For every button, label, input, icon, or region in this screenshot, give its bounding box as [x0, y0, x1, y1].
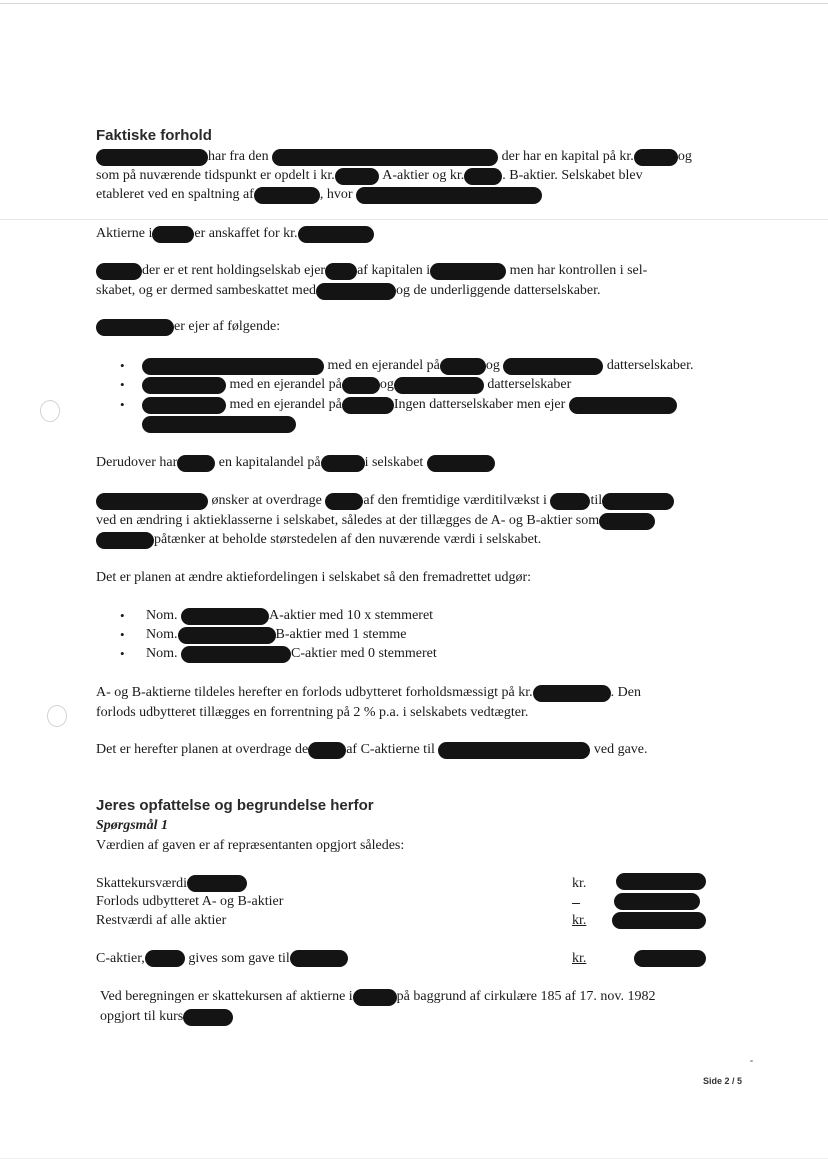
bullet-marker: • [120, 358, 125, 373]
valuation-row-residual: Restværdi af alle aktier [96, 913, 227, 928]
text: Derudover har [96, 455, 178, 470]
text: etableret ved en spaltning af [96, 187, 254, 202]
redaction [503, 358, 603, 375]
redaction [438, 742, 590, 759]
redaction [427, 455, 495, 472]
text: en kapitalandel på [218, 455, 321, 470]
facts-paragraph-8-line-1 [96, 684, 641, 702]
text: der har en kapital på kr. [501, 149, 634, 164]
text: og [677, 149, 692, 164]
redaction [145, 950, 185, 967]
text: Ved beregningen er skattekursen af aktierne i [100, 989, 353, 1004]
scan-speck [750, 1060, 753, 1062]
text: datterselskaber. [606, 358, 694, 373]
scan-edge-bottom [0, 1158, 828, 1159]
facts-paragraph-3-line-2 [96, 282, 601, 300]
redaction [96, 493, 208, 510]
text: opgjort til kurs [100, 1009, 184, 1024]
text: påtænker at beholde størstedelen af den nuværende værdi i selskabet. [154, 532, 542, 547]
facts-paragraph-6-line-3 [96, 531, 541, 549]
redaction [96, 319, 174, 336]
facts-paragraph-7: Det er planen at ændre aktiefordelingen i selskabet så den fremadrettet udgør: [96, 570, 531, 585]
text: af C-aktierne til [346, 742, 435, 757]
facts-paragraph-6-line-1 [96, 492, 674, 510]
redaction [614, 893, 700, 910]
share-class-b [146, 626, 407, 644]
redaction [616, 873, 706, 890]
text: og [485, 358, 500, 373]
redaction [96, 532, 154, 549]
text: af den fremtidige værditilvækst i [363, 493, 547, 508]
bullet-marker: • [120, 646, 125, 661]
redaction [290, 950, 348, 967]
redaction [440, 358, 486, 375]
text: Nom. [146, 608, 178, 623]
redaction [181, 646, 291, 663]
ownership-item-3-continued [142, 416, 296, 434]
redaction [178, 627, 276, 644]
punch-hole-lower [47, 705, 67, 727]
text: med en ejerandel på [327, 358, 440, 373]
redaction [142, 416, 296, 433]
text: er anskaffet for kr. [194, 226, 298, 241]
valuation-intro: Værdien af gaven er af repræsentanten opgjort således: [96, 838, 405, 853]
share-class-c [146, 645, 437, 663]
text: Skattekursværdi [96, 876, 187, 891]
text: er ejer af følgende: [174, 319, 281, 334]
text: ønsker at overdrage [211, 493, 322, 508]
facts-paragraph-2 [96, 225, 374, 243]
text: C-aktier med 0 stemmeret [291, 646, 437, 661]
bullet-marker: • [120, 397, 125, 412]
text: i selskabet [364, 455, 424, 470]
ownership-item-2 [142, 376, 571, 394]
text: har fra den [208, 149, 269, 164]
text: med en ejerandel på [229, 397, 342, 412]
redaction [152, 226, 194, 243]
redaction [183, 1009, 233, 1026]
text: . B-aktier. Selskabet blev [502, 168, 643, 183]
minus-sign [572, 903, 580, 904]
redaction [254, 187, 320, 204]
text: Aktierne i [96, 226, 153, 241]
final-paragraph-line-2 [100, 1008, 233, 1026]
redaction [356, 187, 542, 204]
facts-line-3 [96, 186, 542, 204]
redaction [325, 493, 363, 510]
redaction [321, 455, 365, 472]
redaction [612, 912, 706, 929]
facts-paragraph-5 [96, 454, 495, 472]
question-label: Spørgsmål 1 [96, 818, 168, 833]
redaction [342, 377, 380, 394]
redaction [272, 149, 498, 166]
redaction [298, 226, 374, 243]
redaction [599, 513, 655, 530]
facts-line-1 [96, 148, 692, 166]
text: A-aktier og kr. [382, 168, 465, 183]
redaction [464, 168, 502, 185]
text: som på nuværende tidspunkt er opdelt i kr. [96, 168, 335, 183]
redaction [430, 263, 506, 280]
text: men har kontrollen i sel- [509, 263, 648, 278]
text: af kapitalen i [357, 263, 431, 278]
scan-edge-top [0, 3, 828, 4]
redaction [96, 263, 142, 280]
section-heading-facts: Faktiske forhold [96, 127, 212, 144]
share-class-a [146, 607, 433, 625]
text: med en ejerandel på [229, 377, 342, 392]
redaction [316, 283, 396, 300]
redaction [181, 608, 269, 625]
redaction [142, 397, 226, 414]
text: Det er herefter planen at overdrage de [96, 742, 309, 757]
text: ved en ændring i aktieklasserne i selskabet, således at der tillægges de A- og B-aktier som [96, 513, 600, 528]
text: og [379, 377, 394, 392]
currency-label: kr. [572, 876, 587, 891]
redaction [353, 989, 397, 1006]
facts-paragraph-4 [96, 318, 280, 336]
text: , hvor [319, 187, 353, 202]
redaction [142, 377, 226, 394]
redaction [550, 493, 590, 510]
redaction [569, 397, 677, 414]
page-number: Side 2 / 5 [703, 1076, 743, 1086]
valuation-row-tax-value [96, 875, 247, 893]
text: A- og B-aktierne tildeles herefter en forlods udbytteret forholdsmæssigt på kr. [96, 685, 533, 700]
facts-paragraph-8-line-2: forlods udbytteret tillægges en forrentning på 2 % p.a. i selskabets vedtægter. [96, 705, 529, 720]
redaction [308, 742, 346, 759]
facts-line-2 [96, 167, 643, 185]
text: datterselskaber [487, 377, 572, 392]
punch-hole-upper [40, 400, 60, 422]
redaction [142, 358, 324, 375]
facts-paragraph-6-line-2 [96, 512, 655, 530]
text: gives som gave til [188, 951, 290, 966]
facts-paragraph-9 [96, 741, 648, 759]
redaction [602, 493, 674, 510]
text: A-aktier med 10 x stemmeret [269, 608, 434, 623]
bullet-marker: • [120, 377, 125, 392]
final-paragraph-line-1 [100, 988, 655, 1006]
ownership-item-3 [142, 396, 677, 414]
text: C-aktier, [96, 951, 145, 966]
valuation-row-gift [96, 950, 348, 968]
redaction [335, 168, 379, 185]
text: Nom. [146, 627, 178, 642]
section-heading-opinion: Jeres opfattelse og begrundelse herfor [96, 797, 374, 814]
redaction [177, 455, 215, 472]
redaction [533, 685, 611, 702]
text: på baggrund af cirkulære 185 af 17. nov. 1982 [396, 989, 656, 1004]
text: Nom. [146, 646, 178, 661]
redaction [325, 263, 357, 280]
text: til [590, 493, 603, 508]
text: skabet, og er dermed sambeskattet med [96, 283, 317, 298]
valuation-row-preferred-dividend: Forlods udbytteret A- og B-aktier [96, 894, 284, 909]
bullet-marker: • [120, 627, 125, 642]
redaction [342, 397, 394, 414]
page-fold-line [0, 219, 828, 220]
redaction [96, 149, 208, 166]
text: . Den [610, 685, 641, 700]
redaction [634, 149, 678, 166]
text: Ingen datterselskaber men ejer [393, 397, 566, 412]
ownership-item-1 [142, 357, 694, 375]
text: B-aktier med 1 stemme [275, 627, 407, 642]
redaction [394, 377, 484, 394]
text: ved gave. [593, 742, 648, 757]
facts-paragraph-3-line-1 [96, 262, 647, 280]
currency-label: kr. [572, 913, 587, 928]
redaction [187, 875, 247, 892]
bullet-marker: • [120, 608, 125, 623]
text: der er et rent holdingselskab ejer [142, 263, 326, 278]
redaction [634, 950, 706, 967]
text: og de underliggende datterselskaber. [396, 283, 601, 298]
currency-label: kr. [572, 951, 587, 966]
